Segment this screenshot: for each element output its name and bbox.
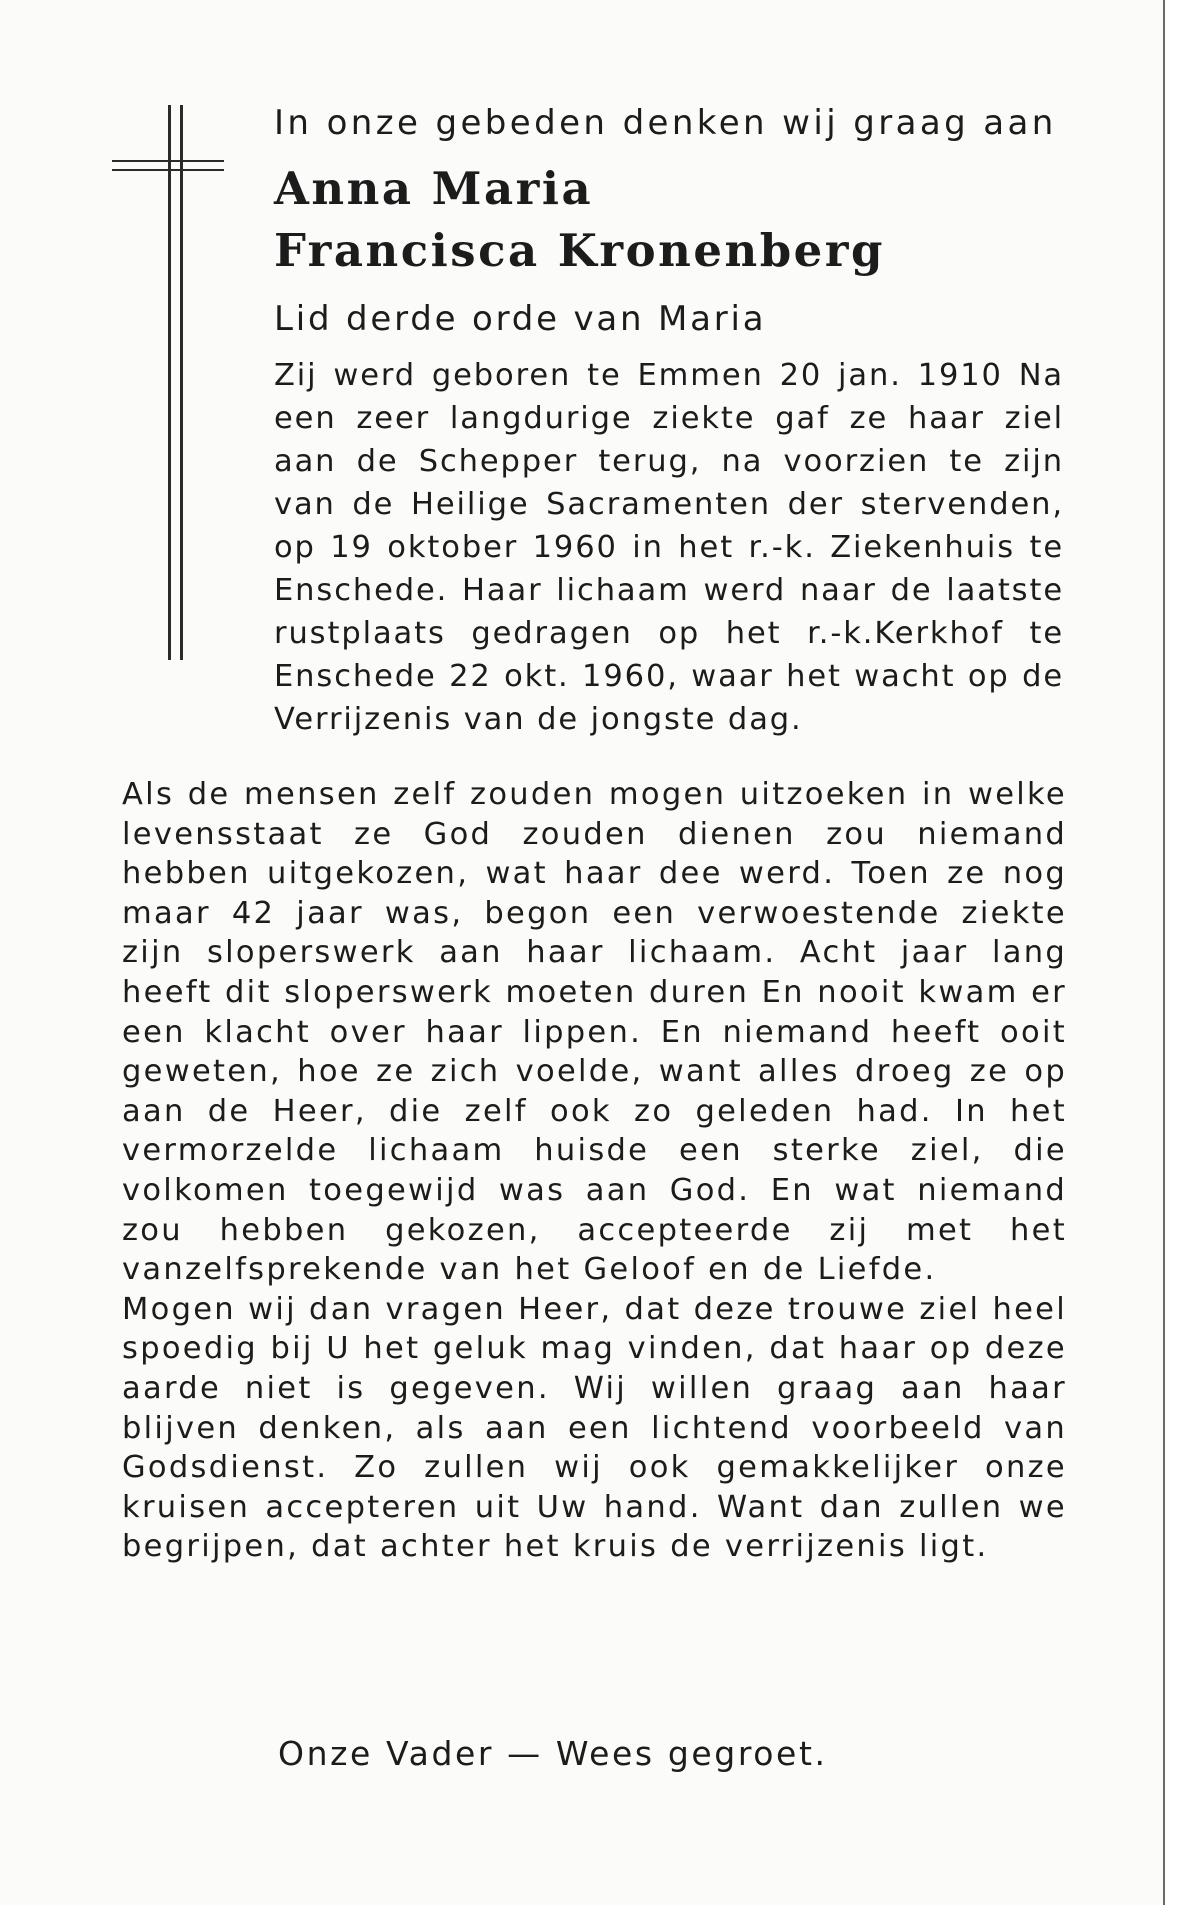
cross-vertical-bar <box>180 105 183 660</box>
card-edge <box>1163 0 1165 1905</box>
cross-horizontal-bar <box>112 169 224 171</box>
body-block <box>122 775 1067 1567</box>
deceased-name-line1: Anna Maria <box>274 162 594 215</box>
cross-vertical-bar <box>168 105 171 660</box>
paragraph-life: Als de mensen zelf zouden mogen uitzoeken in welke levensstaat ze God zouden dienen zou niemand hebben uitgekozen, wat haar dee werd. Toen ze nog maar 42 jaar was, begon een verwoestende ziekte zijn sloperswerk aan haar lichaam. Acht jaar lang heeft dit sloperswerk moeten duren En nooit kwam er een klacht over haar lippen. En niemand heeft ooit geweten, hoe ze zich voelde, want alles droeg ze op aan de Heer, die zelf ook zo geleden had. In het vermorzelde lichaam huisde een sterke ziel, die volkomen toegewijd was aan God. En wat niemand zou hebben gekozen, accepteerde zij met het vanzelfsprekende van het Geloof en de Liefde. <box>122 777 1067 1288</box>
header-block <box>274 100 1064 741</box>
deceased-name-line2: Francisca Kronenberg <box>274 224 885 277</box>
intro-text: In onze gebeden denken wij graag aan <box>274 103 1057 143</box>
closing-prayers: Onze Vader — Wees gegroet. <box>278 1734 828 1773</box>
cross-horizontal-bar <box>112 160 224 162</box>
religious-order: Lid derde orde van Maria <box>274 299 767 339</box>
paragraph-prayer: Mogen wij dan vragen Heer, dat deze trouwe ziel heel spoedig bij U het geluk mag vinden, dat haar op deze aarde niet is gegeven. Wij willen graag aan haar blijven denken, als aan een lichtend voorbeeld van Godsdienst. Zo zullen wij ook gemakkelijker onze kruisen accepteren uit Uw hand. Want dan zullen we begrijpen, dat achter het kruis de verrijzenis ligt. <box>122 1291 1067 1565</box>
biography-text: Zij werd geboren te Emmen 20 jan. 1910 Na een zeer langdurige ziekte gaf ze haar ziel aan de Schepper terug, na voorzien te zijn van de Heilige Sacramenten der stervenden, op 19 oktober 1960 in het r.-k. Ziekenhuis te Enschede. Haar lichaam werd naar de laatste rustplaats gedragen op het r.-k.Kerkhof te Enschede 22 okt. 1960, waar het wacht op de Verrijzenis van de jongste dag. <box>274 358 1064 737</box>
